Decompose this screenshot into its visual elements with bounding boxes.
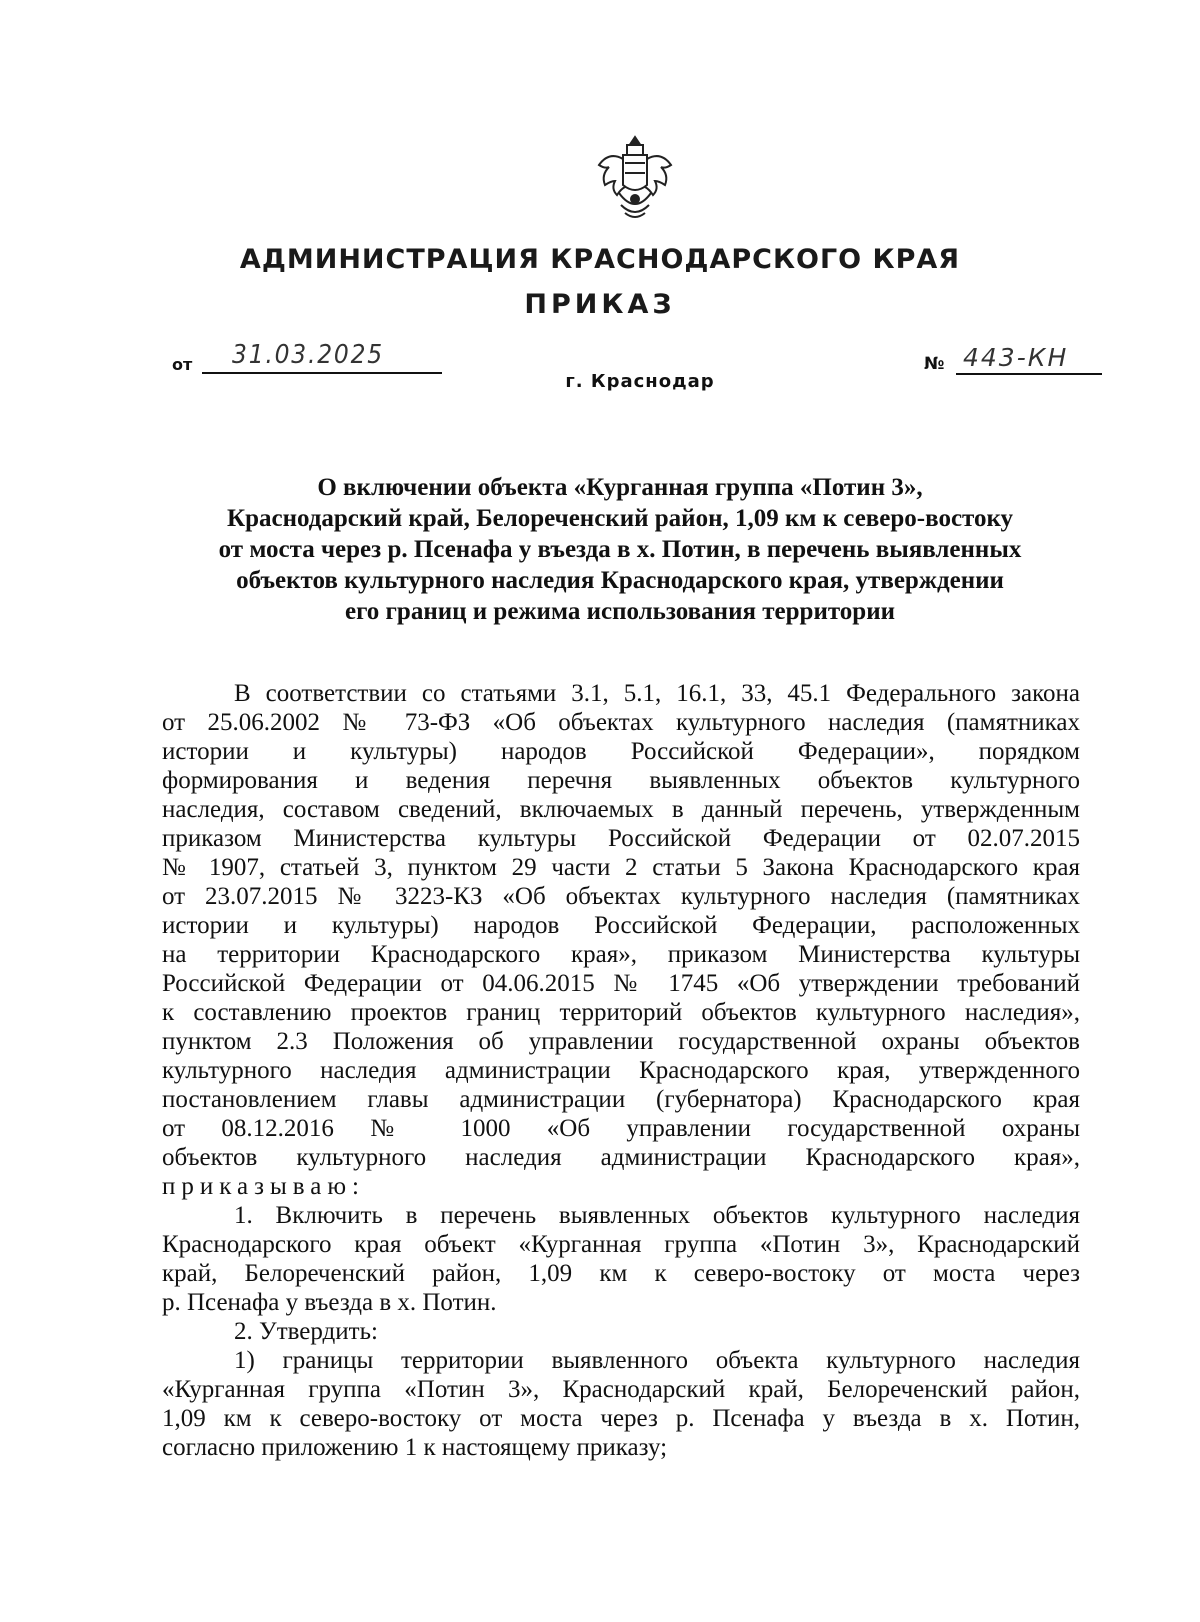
item-line: Краснодарского края объект «Курганная группа «Потин 3», Краснодарский xyxy=(162,1231,1080,1258)
body-line: пунктом 2.3 Положения об управлении государственной охраны объектов xyxy=(162,1028,1080,1055)
item-line: 1) границы территории выявленного объекта культурного наследия xyxy=(234,1347,1080,1374)
coat-of-arms-emblem xyxy=(595,133,675,225)
body-line: к составлению проектов границ территорий объектов культурного наследия», xyxy=(162,999,1080,1026)
organization-name: АДМИНИСТРАЦИЯ КРАСНОДАРСКОГО КРАЯ xyxy=(239,244,961,275)
item-line: 1. Включить в перечень выявленных объектов культурного наследия xyxy=(234,1202,1080,1229)
document-body xyxy=(162,679,1080,1462)
body-line: от 23.07.2015 № 3223-КЗ «Об объектах культурного наследия (памятниках xyxy=(162,883,1080,910)
title-line: его границ и режима использования территории xyxy=(344,598,896,625)
body-line: постановлением главы администрации (губернатора) Краснодарского края xyxy=(162,1086,1080,1113)
body-line: от 25.06.2002 № 73-ФЗ «Об объектах культурного наследия (памятниках xyxy=(162,709,1080,736)
document-title xyxy=(160,472,1080,627)
body-line: от 08.12.2016 № 1000 «Об управлении государственной охраны xyxy=(162,1115,1080,1142)
title-line: объектов культурного наследия Краснодарского края, утверждении xyxy=(236,567,1004,594)
body-line: на территории Краснодарского края», приказом Министерства культуры xyxy=(162,941,1080,968)
title-line: О включении объекта «Курганная группа «Потин 3», xyxy=(317,474,923,501)
body-line: Российской Федерации от 04.06.2015 № 1745 «Об утверждении требований xyxy=(162,970,1080,997)
item-line: край, Белореченский район, 1,09 км к северо-востоку от моста через xyxy=(162,1260,1080,1287)
handwritten-date: 31.03.2025 xyxy=(232,340,384,370)
body-line: истории и культуры) народов Российской Федерации», порядком xyxy=(162,738,1080,765)
body-line: № 1907, статьей 3, пунктом 29 части 2 статьи 5 Закона Краснодарского края xyxy=(162,854,1080,881)
body-line: приказом Министерства культуры Российской Федерации от 02.07.2015 xyxy=(162,825,1080,852)
date-label: от xyxy=(172,355,193,374)
order-word: приказываю: xyxy=(162,1173,365,1200)
body-line: наследия, составом сведений, включаемых в данный перечень, утвержденным xyxy=(162,796,1080,823)
title-line: Краснодарский край, Белореченский район, 1,09 км к северо-востоку xyxy=(226,505,1014,532)
number-label: № xyxy=(924,354,945,374)
item-line: 1,09 км к северо-востоку от моста через р. Псенафа у въезда в х. Потин, xyxy=(162,1405,1080,1432)
item-line: «Курганная группа «Потин 3», Краснодарский край, Белореченский район, xyxy=(162,1376,1080,1403)
body-line: объектов культурного наследия администрации Краснодарского края», xyxy=(162,1144,1080,1171)
city-name: г. Краснодар xyxy=(565,371,715,392)
body-line: формирования и ведения перечня выявленных объектов культурного xyxy=(162,767,1080,794)
item-line: согласно приложению 1 к настоящему приказу; xyxy=(162,1434,668,1461)
body-line: культурного наследия администрации Краснодарского края, утвержденного xyxy=(162,1057,1080,1084)
item-line: р. Псенафа у въезда в х. Потин. xyxy=(162,1289,497,1316)
document-type: ПРИКАЗ xyxy=(524,289,676,320)
body-line: В соответствии со статьями 3.1, 5.1, 16.1, 33, 45.1 Федерального закона xyxy=(234,680,1080,707)
item-heading: 2. Утвердить: xyxy=(234,1318,378,1345)
body-line: истории и культуры) народов Российской Федерации, расположенных xyxy=(162,912,1080,939)
handwritten-number: 443-КН xyxy=(963,343,1069,372)
title-line: от моста через р. Псенафа у въезда в х. Потин, в перечень выявленных xyxy=(218,536,1022,563)
